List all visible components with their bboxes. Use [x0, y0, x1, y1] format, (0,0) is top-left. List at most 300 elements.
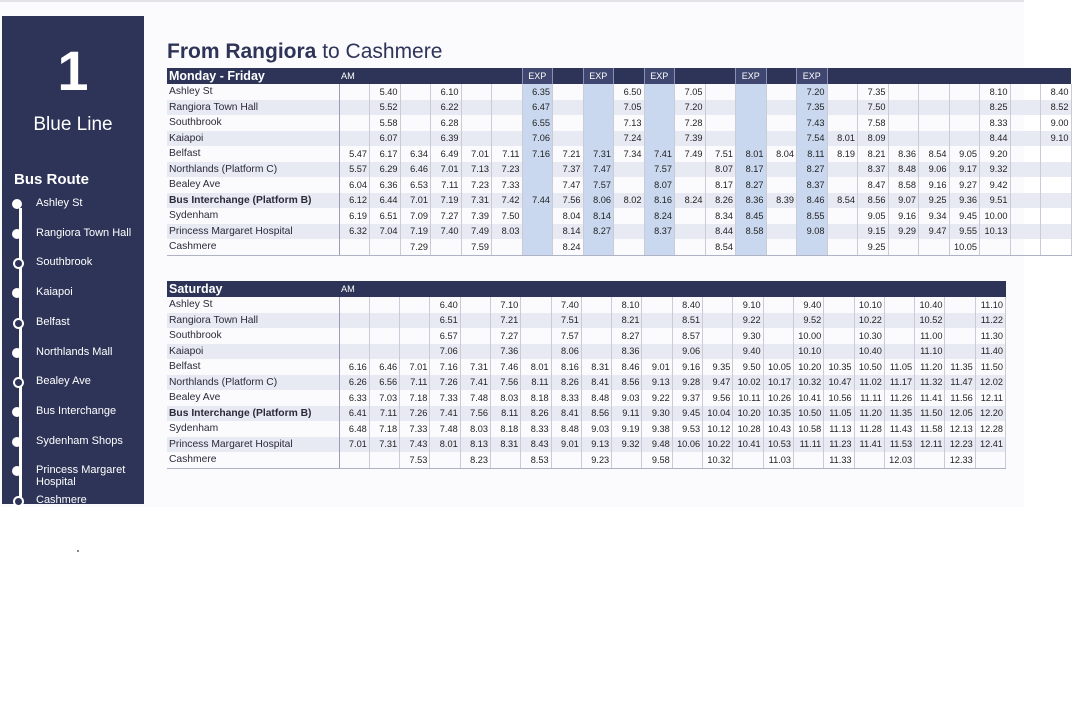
departure-time [827, 208, 858, 224]
departure-time [1010, 208, 1041, 224]
departure-time: 10.00 [793, 328, 823, 344]
stop-name: Southbrook [167, 328, 339, 344]
departure-time: 7.18 [400, 390, 430, 406]
table-row [167, 224, 1071, 240]
departure-time: 6.57 [430, 328, 460, 344]
stop-marker-icon [13, 496, 24, 507]
route-stop [2, 285, 144, 305]
departure-time [827, 84, 858, 100]
header-cell [675, 68, 706, 84]
departure-time: 8.34 [705, 208, 736, 224]
departure-time: 11.40 [975, 344, 1005, 360]
departure-time: 9.16 [672, 359, 702, 375]
departure-time: 12.13 [945, 421, 975, 437]
departure-time: 8.56 [581, 406, 611, 422]
departure-time [339, 100, 370, 116]
departure-time: 7.18 [369, 421, 399, 437]
departure-time: 9.17 [949, 162, 980, 178]
departure-time: 7.41 [460, 375, 490, 391]
departure-time [492, 239, 523, 255]
departure-time: 6.35 [522, 84, 553, 100]
departure-time: 6.16 [339, 359, 369, 375]
departure-time: 8.58 [888, 177, 919, 193]
departure-time: 9.42 [980, 177, 1011, 193]
departure-time: 5.40 [370, 84, 401, 100]
departure-time: 6.47 [522, 100, 553, 116]
departure-time [854, 452, 884, 468]
departure-time [400, 328, 430, 344]
departure-time [1041, 224, 1072, 240]
departure-time: 8.24 [553, 239, 584, 255]
departure-time: 11.32 [915, 375, 945, 391]
departure-time: 7.19 [431, 193, 462, 209]
departure-time: 8.16 [644, 193, 675, 209]
departure-time: 8.09 [858, 131, 889, 147]
departure-time: 9.06 [672, 344, 702, 360]
departure-time: 8.14 [553, 224, 584, 240]
departure-time: 7.11 [400, 375, 430, 391]
departure-time [945, 344, 975, 360]
departure-time: 9.06 [919, 162, 950, 178]
departure-time [644, 131, 675, 147]
departure-time: 12.23 [945, 437, 975, 453]
departure-time: 8.44 [705, 224, 736, 240]
title-to: to Cashmere [316, 40, 443, 63]
departure-time [766, 84, 797, 100]
departure-time [1041, 146, 1072, 162]
stop-name: Cashmere [167, 239, 339, 255]
departure-time: 9.53 [672, 421, 702, 437]
header-cell [642, 281, 672, 297]
weekday-timetable [167, 68, 1072, 256]
departure-time: 8.48 [581, 390, 611, 406]
departure-time: 9.48 [642, 437, 672, 453]
header-cell [980, 68, 1011, 84]
departure-time: 7.43 [400, 437, 430, 453]
departure-time: 12.02 [975, 375, 1005, 391]
departure-time: 8.24 [644, 208, 675, 224]
express-label: EXP [797, 68, 828, 84]
scan-speck [77, 550, 79, 552]
departure-time: 10.52 [915, 313, 945, 329]
departure-time: 10.50 [854, 359, 884, 375]
departure-time: 10.30 [854, 328, 884, 344]
departure-time: 8.07 [644, 177, 675, 193]
departure-time [827, 224, 858, 240]
departure-time: 11.47 [945, 375, 975, 391]
departure-time: 8.40 [672, 297, 702, 313]
departure-time [705, 84, 736, 100]
route-stop-label: Princess Margaret Hospital [36, 464, 126, 489]
departure-time: 6.41 [339, 406, 369, 422]
departure-time: 11.50 [915, 406, 945, 422]
departure-time [400, 297, 430, 313]
stop-marker-icon [12, 437, 22, 447]
stop-name: Kaiapoi [167, 131, 339, 147]
departure-time: 7.01 [339, 437, 369, 453]
header-cell [400, 68, 431, 84]
departure-time: 7.57 [644, 162, 675, 178]
departure-time: 8.37 [797, 177, 828, 193]
departure-time: 8.06 [583, 193, 614, 209]
departure-time: 8.25 [980, 100, 1011, 116]
departure-time: 7.31 [461, 193, 492, 209]
departure-time: 10.06 [672, 437, 702, 453]
stop-name: Cashmere [167, 452, 339, 468]
departure-time [522, 239, 553, 255]
departure-time [703, 328, 733, 344]
departure-time: 7.50 [492, 208, 523, 224]
departure-time: 9.40 [733, 344, 763, 360]
stop-name: Northlands (Platform C) [167, 375, 339, 391]
departure-time: 6.39 [431, 131, 462, 147]
departure-time: 8.46 [797, 193, 828, 209]
stop-name: Princess Margaret Hospital [167, 224, 339, 240]
departure-time [522, 162, 553, 178]
departure-time: 10.26 [763, 390, 793, 406]
header-cell [490, 281, 520, 297]
departure-time [736, 239, 767, 255]
departure-time: 7.49 [461, 224, 492, 240]
departure-time: 8.11 [521, 375, 551, 391]
departure-time: 12.11 [975, 390, 1005, 406]
stop-marker-icon [13, 318, 24, 329]
departure-time [369, 452, 399, 468]
departure-time: 9.45 [672, 406, 702, 422]
departure-time [919, 115, 950, 131]
header-cell [614, 68, 645, 84]
route-stop [2, 434, 144, 454]
departure-time: 12.03 [884, 452, 914, 468]
header-cell [888, 68, 919, 84]
departure-time: 8.26 [551, 375, 581, 391]
departure-time [614, 224, 645, 240]
departure-time: 9.36 [949, 193, 980, 209]
departure-time: 12.41 [975, 437, 1005, 453]
departure-time: 8.23 [460, 452, 490, 468]
departure-time [975, 452, 1005, 468]
departure-time [736, 84, 767, 100]
departure-time [824, 344, 854, 360]
departure-time: 11.17 [884, 375, 914, 391]
stop-marker-icon [12, 229, 22, 239]
departure-time: 8.18 [490, 421, 520, 437]
header-cell [766, 68, 797, 84]
departure-time: 11.03 [763, 452, 793, 468]
departure-time: 9.15 [858, 224, 889, 240]
departure-time: 8.44 [980, 131, 1011, 147]
departure-time: 11.43 [884, 421, 914, 437]
departure-time: 6.33 [339, 390, 369, 406]
departure-time [915, 452, 945, 468]
departure-time: 9.23 [581, 452, 611, 468]
departure-time: 5.58 [370, 115, 401, 131]
departure-time [581, 328, 611, 344]
departure-time: 7.58 [858, 115, 889, 131]
departure-time: 9.08 [797, 224, 828, 240]
departure-time: 8.10 [980, 84, 1011, 100]
departure-time: 9.10 [1041, 131, 1072, 147]
departure-time [827, 115, 858, 131]
departure-time: 7.56 [553, 193, 584, 209]
departure-time: 7.57 [583, 177, 614, 193]
departure-time: 8.26 [521, 406, 551, 422]
departure-time: 11.20 [915, 359, 945, 375]
departure-time [553, 100, 584, 116]
stop-marker-icon [13, 258, 24, 269]
departure-time [919, 239, 950, 255]
departure-time: 6.28 [431, 115, 462, 131]
departure-time: 9.47 [703, 375, 733, 391]
departure-time [521, 297, 551, 313]
departure-time: 8.37 [858, 162, 889, 178]
departure-time [583, 100, 614, 116]
departure-time: 6.19 [339, 208, 370, 224]
header-cell [370, 68, 401, 84]
departure-time: 10.04 [703, 406, 733, 422]
departure-time: 9.52 [793, 313, 823, 329]
departure-time: 10.12 [703, 421, 733, 437]
departure-time [888, 84, 919, 100]
departure-time: 7.27 [490, 328, 520, 344]
departure-time: 10.47 [824, 375, 854, 391]
table-row [167, 421, 1006, 437]
departure-time: 7.27 [431, 208, 462, 224]
departure-time: 9.32 [612, 437, 642, 453]
departure-time [1010, 224, 1041, 240]
departure-time: 10.11 [733, 390, 763, 406]
departure-time [675, 162, 706, 178]
departure-time: 6.36 [370, 177, 401, 193]
departure-time: 10.05 [763, 359, 793, 375]
departure-time [1010, 193, 1041, 209]
departure-time [492, 100, 523, 116]
departure-time: 8.43 [521, 437, 551, 453]
departure-time: 9.27 [949, 177, 980, 193]
departure-time [766, 162, 797, 178]
departure-time: 9.34 [919, 208, 950, 224]
departure-time [400, 115, 431, 131]
departure-time [461, 84, 492, 100]
departure-time: 11.05 [824, 406, 854, 422]
departure-time: 7.13 [461, 162, 492, 178]
stop-name: Kaiapoi [167, 344, 339, 360]
departure-time [431, 239, 462, 255]
departure-time: 8.39 [766, 193, 797, 209]
departure-time [490, 452, 520, 468]
departure-time: 7.31 [369, 437, 399, 453]
departure-time [522, 208, 553, 224]
departure-time: 10.41 [733, 437, 763, 453]
table-row [167, 100, 1071, 116]
departure-time [339, 131, 370, 147]
departure-time [827, 239, 858, 255]
departure-time: 7.46 [490, 359, 520, 375]
departure-time: 8.26 [705, 193, 736, 209]
departure-time: 7.23 [492, 162, 523, 178]
departure-time: 6.55 [522, 115, 553, 131]
express-label: EXP [644, 68, 675, 84]
departure-time [614, 239, 645, 255]
departure-time [583, 84, 614, 100]
departure-time [703, 344, 733, 360]
departure-time: 8.56 [612, 375, 642, 391]
departure-time [705, 100, 736, 116]
stop-name: Bealey Ave [167, 177, 339, 193]
header-cell [400, 281, 430, 297]
bus-route-heading: Bus Route [14, 171, 89, 188]
departure-time [1010, 177, 1041, 193]
departure-time: 5.57 [339, 162, 370, 178]
departure-time: 6.56 [369, 375, 399, 391]
departure-time: 10.35 [824, 359, 854, 375]
departure-time: 8.11 [490, 406, 520, 422]
departure-time: 7.56 [460, 406, 490, 422]
departure-time: 8.53 [521, 452, 551, 468]
departure-time: 7.53 [400, 452, 430, 468]
departure-time: 7.20 [797, 84, 828, 100]
departure-time: 12.28 [975, 421, 1005, 437]
departure-time [766, 208, 797, 224]
departure-time [460, 313, 490, 329]
departure-time: 9.03 [612, 390, 642, 406]
route-stop [2, 374, 144, 394]
departure-time: 9.32 [980, 162, 1011, 178]
stop-marker-icon [12, 288, 22, 298]
stop-name: Belfast [167, 146, 339, 162]
table-row [167, 375, 1006, 391]
departure-time: 6.53 [400, 177, 431, 193]
departure-time: 8.31 [581, 359, 611, 375]
departure-time [733, 452, 763, 468]
departure-time [827, 100, 858, 116]
departure-time: 7.21 [490, 313, 520, 329]
departure-time: 8.17 [705, 177, 736, 193]
departure-time: 7.37 [553, 162, 584, 178]
departure-time: 7.42 [492, 193, 523, 209]
departure-time: 10.53 [763, 437, 793, 453]
line-name: Blue Line [33, 114, 113, 135]
departure-time: 9.05 [858, 208, 889, 224]
departure-time [763, 297, 793, 313]
departure-time [460, 297, 490, 313]
departure-time: 10.22 [703, 437, 733, 453]
departure-time: 6.51 [370, 208, 401, 224]
departure-time: 8.13 [460, 437, 490, 453]
departure-time: 8.21 [858, 146, 889, 162]
departure-time: 7.11 [369, 406, 399, 422]
departure-time [522, 224, 553, 240]
departure-time: 8.11 [797, 146, 828, 162]
departure-time: 7.29 [400, 239, 431, 255]
departure-time [642, 297, 672, 313]
departure-time [763, 344, 793, 360]
departure-time: 11.53 [884, 437, 914, 453]
departure-time [884, 344, 914, 360]
departure-time [1041, 177, 1072, 193]
day-heading: Monday - Friday [167, 68, 339, 84]
departure-time: 7.05 [675, 84, 706, 100]
departure-time: 11.41 [915, 390, 945, 406]
departure-time: 7.43 [797, 115, 828, 131]
departure-time [400, 84, 431, 100]
departure-time: 8.48 [888, 162, 919, 178]
departure-time: 8.06 [551, 344, 581, 360]
departure-time: 7.36 [490, 344, 520, 360]
saturday-timetable [167, 281, 1006, 469]
departure-time [460, 328, 490, 344]
departure-time: 6.51 [430, 313, 460, 329]
departure-time [919, 100, 950, 116]
departure-time [736, 100, 767, 116]
departure-time: 8.18 [521, 390, 551, 406]
departure-time: 7.59 [461, 239, 492, 255]
departure-time [369, 313, 399, 329]
departure-time [766, 239, 797, 255]
header-cell [551, 281, 581, 297]
departure-time: 7.47 [553, 177, 584, 193]
header-cell [827, 68, 858, 84]
departure-time [614, 177, 645, 193]
departure-time [793, 452, 823, 468]
departure-time [763, 328, 793, 344]
departure-time [675, 177, 706, 193]
express-label: EXP [736, 68, 767, 84]
departure-time [736, 131, 767, 147]
departure-time: 9.11 [612, 406, 642, 422]
departure-time [980, 239, 1011, 255]
departure-time: 8.36 [888, 146, 919, 162]
departure-time [339, 344, 369, 360]
header-cell [672, 281, 702, 297]
departure-time [339, 452, 369, 468]
departure-time [888, 115, 919, 131]
departure-time: 10.13 [980, 224, 1011, 240]
route-stop [2, 345, 144, 365]
route-stop-label: Kaiapoi [36, 286, 73, 299]
departure-time: 9.22 [642, 390, 672, 406]
departure-time [614, 162, 645, 178]
departure-time: 9.35 [703, 359, 733, 375]
departure-time: 7.01 [431, 162, 462, 178]
stop-name: Sydenham [167, 421, 339, 437]
departure-time: 10.58 [793, 421, 823, 437]
departure-time: 7.41 [430, 406, 460, 422]
departure-time [339, 84, 370, 100]
departure-time: 9.13 [581, 437, 611, 453]
departure-time [583, 239, 614, 255]
table-row [167, 193, 1071, 209]
departure-time [675, 208, 706, 224]
departure-time: 8.54 [705, 239, 736, 255]
departure-time: 8.52 [1041, 100, 1072, 116]
departure-time: 9.13 [642, 375, 672, 391]
departure-time [888, 239, 919, 255]
departure-time: 9.55 [949, 224, 980, 240]
departure-time: 7.51 [551, 313, 581, 329]
departure-time [612, 452, 642, 468]
departure-time: 7.10 [490, 297, 520, 313]
departure-time [430, 452, 460, 468]
departure-time: 7.24 [614, 131, 645, 147]
departure-time: 10.20 [733, 406, 763, 422]
departure-time: 10.02 [733, 375, 763, 391]
departure-time [553, 115, 584, 131]
departure-time: 7.03 [369, 390, 399, 406]
departure-time: 9.25 [858, 239, 889, 255]
departure-time [766, 224, 797, 240]
departure-time: 11.41 [854, 437, 884, 453]
